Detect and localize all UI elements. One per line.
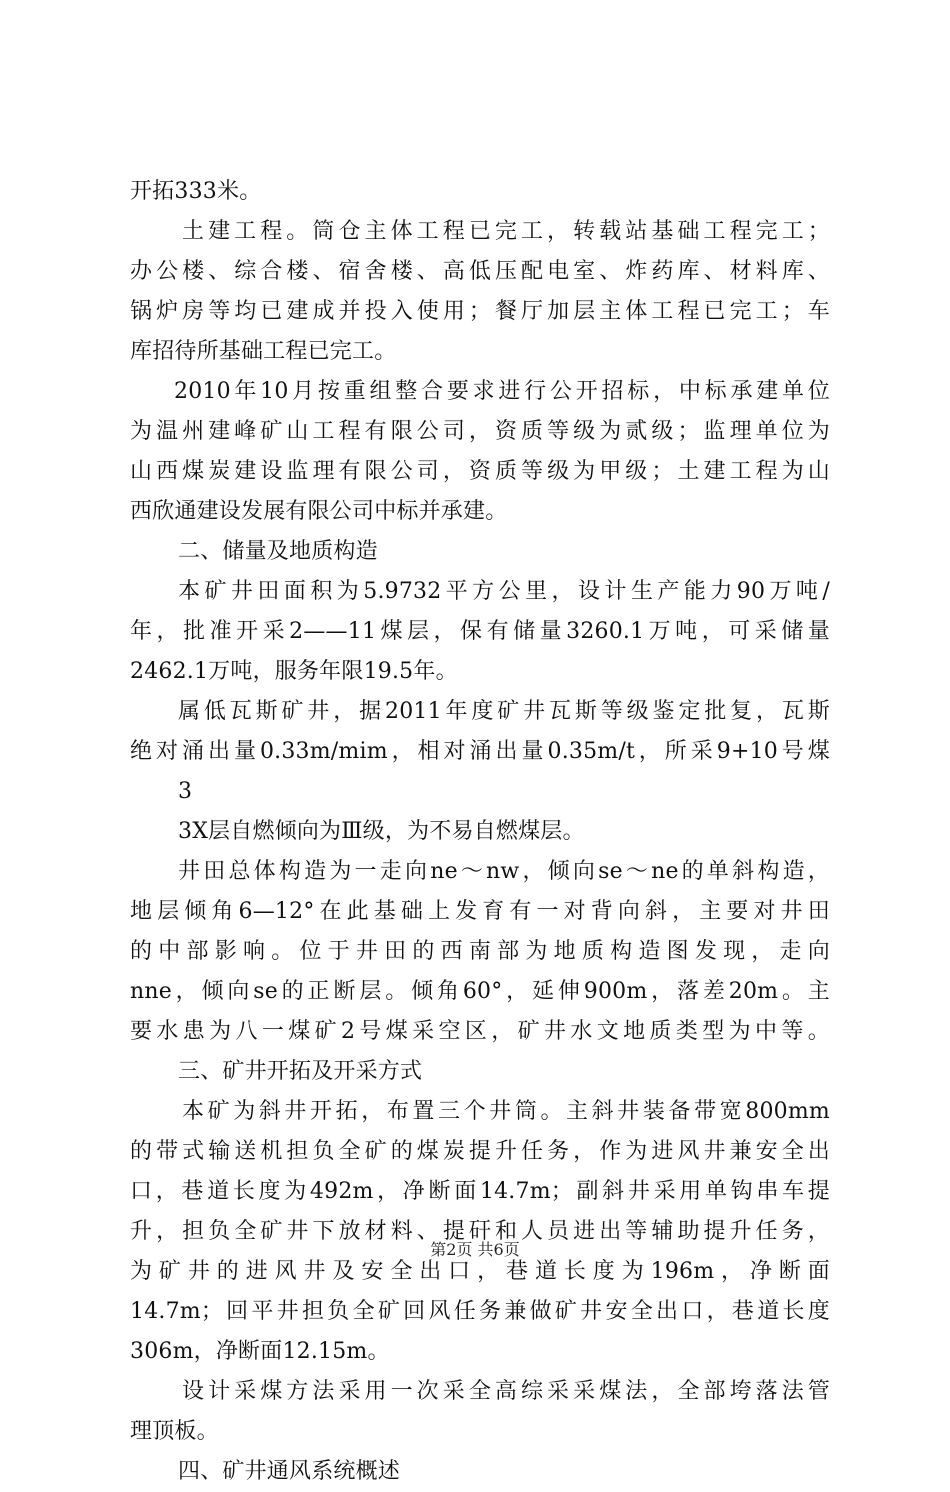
text-line-7: 为温州建峰矿山工程有限公司，资质等级为贰级；监理单位为 (130, 419, 830, 444)
section-heading-3: 三、矿井开拓及开采方式 (178, 1059, 423, 1084)
text-line-4: 锅炉房等均已建成并投入使用；餐厅加层主体工程已完工；车 (130, 299, 830, 324)
text-line-5: 库招待所基础工程已完工。 (130, 339, 397, 364)
text-line-14: 属低瓦斯矿井，据2011年度矿井瓦斯等级鉴定批复，瓦斯 (178, 699, 830, 724)
text-line-24: 本矿为斜井开拓，布置三个井筒。主斜井装备带宽800mm (182, 1099, 830, 1124)
text-line-28: 为矿井的进风井及安全出口，巷道长度为196m，净断面 (130, 1259, 830, 1284)
text-line-27: 升，担负全矿井下放材料、提矸和人员进出等辅助提升任务， (130, 1219, 830, 1244)
text-line-21: nne，倾向se的正断层。倾角60°，延伸900m，落差20m。主 (130, 979, 830, 1004)
text-line-30: 306m，净断面12.15m。 (130, 1339, 390, 1364)
page-footer: 第2页 共6页 (430, 1240, 520, 1259)
text-line-26: 口，巷道长度为492m，净断面14.7m；副斜井采用单钩串车提 (130, 1179, 830, 1204)
text-line-3: 办公楼、综合楼、宿舍楼、高低压配电室、炸药库、材料库、 (130, 259, 830, 284)
text-line-2: 土建工程。筒仓主体工程已完工，转载站基础工程完工； (182, 219, 830, 244)
section-heading-2: 二、储量及地质构造 (178, 539, 378, 564)
text-line-15: 绝对涌出量0.33m/mim，相对涌出量0.35m/t，所采9+10号煤 (130, 739, 830, 764)
text-line-17: 3X层自燃倾向为Ⅲ级，为不易自燃煤层。 (178, 819, 585, 844)
text-line-12: 年，批准开采2——11煤层，保有储量3260.1万吨，可采储量 (130, 619, 830, 644)
text-line-22: 要水患为八一煤矿2号煤采空区，矿井水文地质类型为中等。 (130, 1019, 830, 1044)
section-heading-4: 四、矿井通风系统概述 (178, 1459, 401, 1484)
text-line-29: 14.7m；回平井担负全矿回风任务兼做矿井安全出口，巷道长度 (130, 1299, 830, 1324)
text-line-25: 的带式输送机担负全矿的煤炭提升任务，作为进风井兼安全出 (130, 1139, 830, 1164)
text-line-18: 井田总体构造为一走向ne～nw，倾向se～ne的单斜构造， (178, 859, 830, 884)
text-line-32: 理顶板。 (130, 1419, 219, 1444)
text-line-1: 开拓333米。 (130, 179, 262, 204)
text-line-6: 2010年10月按重组整合要求进行公开招标，中标承建单位 (174, 379, 830, 404)
text-line-31: 设计采煤方法采用一次采全高综采采煤法，全部垮落法管 (182, 1379, 830, 1404)
text-line-20: 的中部影响。位于井田的西南部为地质构造图发现，走向 (130, 939, 830, 964)
text-line-11: 本矿井田面积为5.9732平方公里，设计生产能力90万吨/ (178, 579, 830, 604)
text-line-9: 西欣通建设发展有限公司中标并承建。 (130, 499, 508, 524)
document-body (130, 172, 830, 1492)
text-line-16: 3 (178, 779, 193, 804)
text-line-19: 地层倾角6—12°在此基础上发育有一对背向斜，主要对井田 (130, 899, 830, 924)
text-line-13: 2462.1万吨，服务年限19.5年。 (130, 659, 458, 684)
text-line-8: 山西煤炭建设监理有限公司，资质等级为甲级；土建工程为山 (130, 459, 830, 484)
